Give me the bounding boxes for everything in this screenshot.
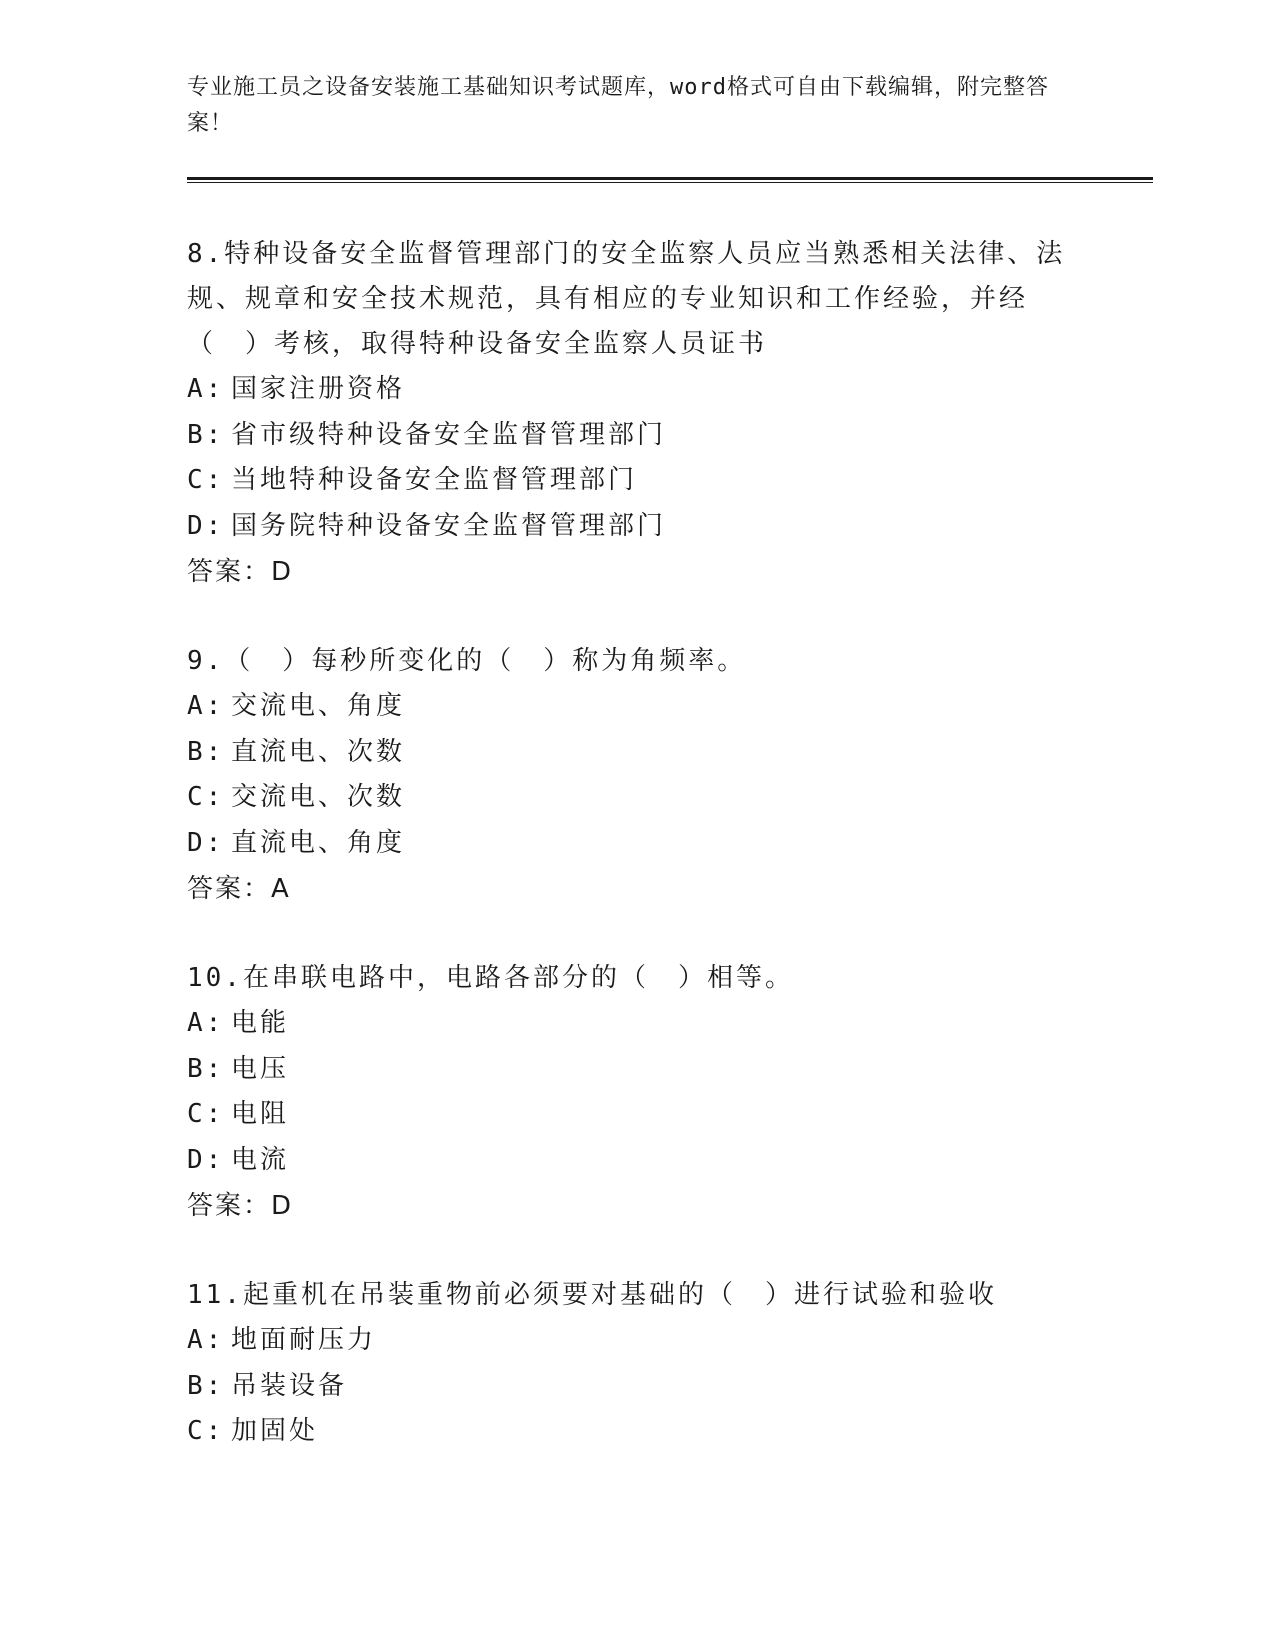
answer-line: 答案：A bbox=[187, 874, 291, 904]
option-letter: B: bbox=[187, 1370, 225, 1401]
option-d bbox=[187, 1138, 1067, 1184]
answer-line: 答案：D bbox=[187, 557, 294, 587]
option-text: 加固处 bbox=[231, 1416, 319, 1446]
option-b bbox=[187, 413, 1067, 459]
option-text: 国家注册资格 bbox=[231, 374, 406, 404]
header-intro-text: 专业施工员之设备安装施工基础知识考试题库，word格式可自由下载编辑，附完整答案！ bbox=[187, 75, 1049, 136]
document-header bbox=[187, 70, 1067, 142]
option-text: 直流电、角度 bbox=[231, 827, 406, 858]
option-c bbox=[187, 1092, 1067, 1138]
option-text: 当地特种设备安全监督管理部门 bbox=[231, 465, 638, 495]
option-letter: C: bbox=[187, 782, 225, 812]
option-text: 省市级特种设备安全监督管理部门 bbox=[231, 419, 667, 450]
question-text: 11.起重机在吊装重物前必须要对基础的（ ）进行试验和验收 bbox=[187, 1280, 997, 1310]
option-c bbox=[187, 775, 1067, 821]
option-b bbox=[187, 1047, 1067, 1093]
header-divider-thin bbox=[187, 182, 1153, 183]
option-letter: A: bbox=[187, 1325, 225, 1355]
option-letter: D: bbox=[187, 1144, 225, 1175]
option-a bbox=[187, 1001, 1067, 1047]
option-text: 吊装设备 bbox=[231, 1370, 348, 1401]
question-8 bbox=[187, 232, 1067, 595]
option-letter: C: bbox=[187, 1416, 225, 1446]
option-d bbox=[187, 504, 1067, 550]
question-11 bbox=[187, 1273, 1067, 1455]
option-a bbox=[187, 684, 1067, 730]
answer-line: 答案：D bbox=[187, 1191, 294, 1221]
option-text: 交流电、次数 bbox=[231, 782, 406, 812]
option-c bbox=[187, 1409, 1067, 1455]
option-letter: B: bbox=[187, 736, 225, 767]
option-text: 电流 bbox=[231, 1144, 290, 1175]
option-c bbox=[187, 458, 1067, 504]
option-letter: D: bbox=[187, 827, 225, 858]
option-text: 电阻 bbox=[231, 1099, 290, 1129]
option-d bbox=[187, 821, 1067, 867]
question-text: 9.（ ）每秒所变化的（ ）称为角频率。 bbox=[187, 646, 747, 676]
option-text: 直流电、次数 bbox=[231, 736, 406, 767]
option-letter: B: bbox=[187, 419, 225, 450]
option-letter: C: bbox=[187, 465, 225, 495]
option-letter: A: bbox=[187, 1008, 225, 1038]
question-9 bbox=[187, 639, 1067, 912]
option-letter: A: bbox=[187, 374, 225, 404]
option-letter: D: bbox=[187, 510, 225, 541]
option-text: 国务院特种设备安全监督管理部门 bbox=[231, 510, 667, 541]
option-text: 交流电、角度 bbox=[231, 691, 406, 721]
header-divider-thick bbox=[187, 177, 1153, 180]
question-text: 10.在串联电路中，电路各部分的（ ）相等。 bbox=[187, 963, 794, 993]
option-letter: B: bbox=[187, 1053, 225, 1084]
option-a bbox=[187, 1318, 1067, 1364]
option-text: 电能 bbox=[231, 1008, 290, 1038]
option-letter: A: bbox=[187, 691, 225, 721]
question-10 bbox=[187, 956, 1067, 1229]
option-text: 电压 bbox=[231, 1053, 290, 1084]
option-b bbox=[187, 1364, 1067, 1410]
option-b bbox=[187, 730, 1067, 776]
option-text: 地面耐压力 bbox=[231, 1325, 377, 1355]
question-list bbox=[187, 232, 1067, 1499]
question-text: 8.特种设备安全监督管理部门的安全监察人员应当熟悉相关法律、法规、规章和安全技术规范，具有相应的专业知识和工作经验，并经（ ）考核，取得特种设备安全监察人员证书 bbox=[187, 239, 1066, 359]
option-a bbox=[187, 367, 1067, 413]
option-letter: C: bbox=[187, 1099, 225, 1129]
